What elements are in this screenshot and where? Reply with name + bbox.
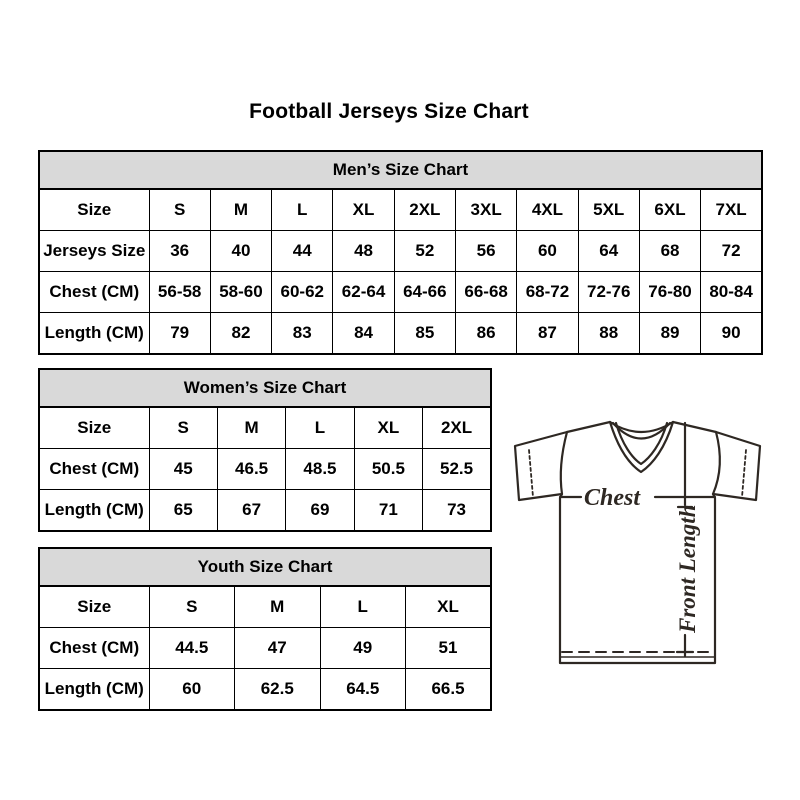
jersey-left-seam [561,432,567,494]
youth-value-cell: L [320,586,406,628]
womens-value-cell: 71 [354,490,422,532]
youth-table-row [39,628,491,669]
mens-table-row [39,231,762,272]
womens-value-cell: 67 [217,490,285,532]
youth-row-header: Chest (CM) [39,628,149,669]
mens-value-cell: 48 [333,231,394,272]
youth-row-header: Size [39,586,149,628]
mens-value-cell: 3XL [455,189,516,231]
mens-value-cell: 86 [455,313,516,355]
womens-value-cell: S [149,407,217,449]
mens-value-cell: 64-66 [394,272,455,313]
page-title: Football Jerseys Size Chart [249,100,529,123]
mens-value-cell: 84 [333,313,394,355]
mens-row-header: Jerseys Size [39,231,149,272]
youth-value-cell: 44.5 [149,628,235,669]
front-length-label: Front Length [675,504,700,633]
jersey-outline [515,422,760,663]
youth-table-row [39,586,491,628]
mens-value-cell: 2XL [394,189,455,231]
mens-value-cell: S [149,189,210,231]
mens-value-cell: 68-72 [517,272,578,313]
mens-row-header: Chest (CM) [39,272,149,313]
youth-size-chart-table [38,547,492,711]
womens-value-cell: 73 [423,490,491,532]
mens-value-cell: 66-68 [455,272,516,313]
mens-value-cell: 56 [455,231,516,272]
womens-value-cell: M [217,407,285,449]
womens-value-cell: XL [354,407,422,449]
mens-value-cell: 7XL [701,189,762,231]
womens-value-cell: L [286,407,354,449]
womens-table-row [39,407,491,449]
mens-row-header: Length (CM) [39,313,149,355]
womens-row-header: Size [39,407,149,449]
mens-value-cell: 60-62 [272,272,333,313]
mens-value-cell: 62-64 [333,272,394,313]
youth-value-cell: XL [406,586,492,628]
mens-value-cell: 90 [701,313,762,355]
jersey-right-cuff-dashes [742,450,746,497]
mens-value-cell: M [210,189,271,231]
mens-value-cell: 87 [517,313,578,355]
womens-table-row [39,449,491,490]
jersey-right-seam [713,432,720,494]
youth-value-cell: 60 [149,669,235,711]
youth-value-cell: 47 [235,628,321,669]
mens-value-cell: 58-60 [210,272,271,313]
mens-value-cell: 5XL [578,189,639,231]
youth-value-cell: 51 [406,628,492,669]
youth-table-title: Youth Size Chart [39,548,491,586]
mens-value-cell: 68 [639,231,700,272]
womens-value-cell: 65 [149,490,217,532]
womens-value-cell: 52.5 [423,449,491,490]
mens-value-cell: 76-80 [639,272,700,313]
youth-row-header: Length (CM) [39,669,149,711]
youth-table-row [39,669,491,711]
womens-size-chart-table-container [38,368,492,532]
womens-value-cell: 45 [149,449,217,490]
mens-value-cell: 56-58 [149,272,210,313]
womens-value-cell: 46.5 [217,449,285,490]
womens-table-row [39,490,491,532]
mens-row-header: Size [39,189,149,231]
mens-value-cell: 89 [639,313,700,355]
womens-size-chart-table [38,368,492,532]
youth-value-cell: 62.5 [235,669,321,711]
mens-value-cell: 79 [149,313,210,355]
mens-table-row [39,189,762,231]
mens-value-cell: 80-84 [701,272,762,313]
mens-size-chart-table [38,150,763,355]
youth-size-chart-table-container [38,547,492,711]
youth-value-cell: 64.5 [320,669,406,711]
womens-table-title: Women’s Size Chart [39,369,491,407]
youth-value-cell: S [149,586,235,628]
womens-row-header: Length (CM) [39,490,149,532]
womens-row-header: Chest (CM) [39,449,149,490]
mens-value-cell: 72 [701,231,762,272]
mens-value-cell: 82 [210,313,271,355]
womens-value-cell: 50.5 [354,449,422,490]
jersey-measurement-diagram [505,406,771,670]
mens-value-cell: 6XL [639,189,700,231]
womens-value-cell: 2XL [423,407,491,449]
mens-value-cell: XL [333,189,394,231]
mens-size-chart-table-container [38,150,763,355]
mens-table-row [39,313,762,355]
womens-value-cell: 48.5 [286,449,354,490]
mens-value-cell: 85 [394,313,455,355]
chest-label: Chest [584,485,641,511]
mens-value-cell: 36 [149,231,210,272]
youth-value-cell: M [235,586,321,628]
mens-value-cell: 72-76 [578,272,639,313]
mens-value-cell: 88 [578,313,639,355]
mens-value-cell: 40 [210,231,271,272]
mens-value-cell: 60 [517,231,578,272]
womens-value-cell: 69 [286,490,354,532]
jersey-left-cuff-dashes [529,450,533,497]
mens-value-cell: 4XL [517,189,578,231]
mens-table-title: Men’s Size Chart [39,151,762,189]
mens-table-row [39,272,762,313]
mens-value-cell: 44 [272,231,333,272]
mens-value-cell: L [272,189,333,231]
mens-value-cell: 52 [394,231,455,272]
mens-value-cell: 83 [272,313,333,355]
youth-value-cell: 66.5 [406,669,492,711]
youth-value-cell: 49 [320,628,406,669]
mens-value-cell: 64 [578,231,639,272]
